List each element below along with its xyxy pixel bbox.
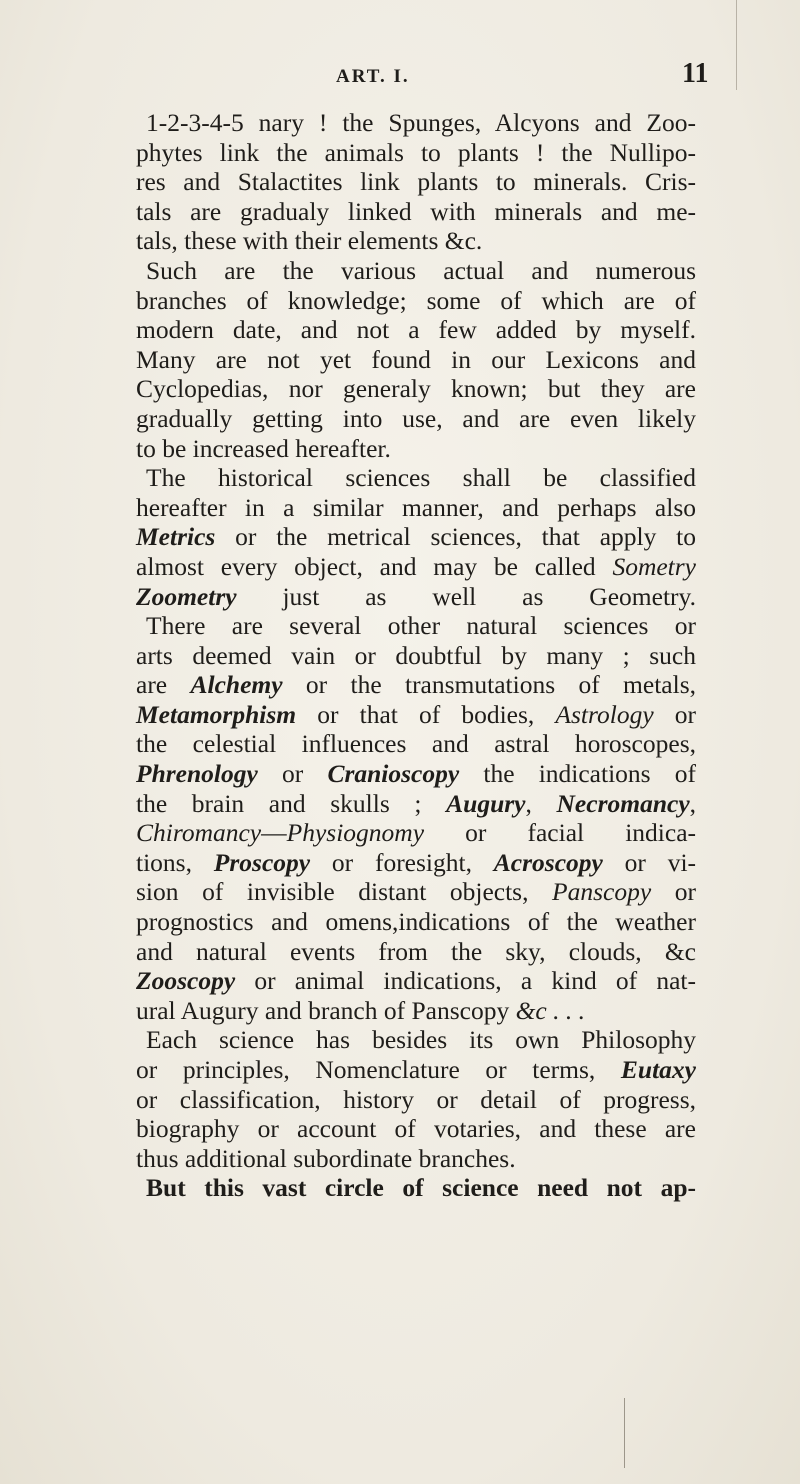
term-necromancy: Necromancy — [556, 788, 690, 818]
text-fragment: or principles, Nomenclature or terms, — [136, 1055, 596, 1084]
text-line: the celestial influences and astral horoscopes, — [136, 729, 696, 759]
term-physiognomy: Physiognomy — [286, 818, 425, 848]
text-line: arts deemed vain or doubtful by many ; such — [136, 640, 696, 670]
text-line: or classification, history or detail of progress, — [136, 1084, 696, 1114]
text-line: phytes link the animals to plants ! the Nullipo- — [136, 137, 696, 167]
text-line: tals are gradualy linked with minerals and me- — [136, 196, 696, 226]
term-chiromancy: Chiromancy — [136, 818, 262, 848]
text-line: 1-2-3-4-5 nary ! the Spunges, Alcyons and Zoo- — [146, 108, 696, 137]
term-proscopy: Proscopy — [213, 847, 311, 877]
text-fragment: sion of invisible distant objects, — [136, 877, 529, 907]
text-line: But this vast circle of science need not ap- — [146, 1173, 696, 1203]
text-fragment: almost every object, and may be called — [136, 551, 596, 581]
text-line: biography or account of votaries, and these are — [136, 1114, 696, 1144]
text-fragment: the brain and skulls ; — [136, 788, 422, 818]
text-fragment: or — [674, 699, 697, 729]
term-acroscopy: Acroscopy — [493, 847, 603, 877]
text-fragment: or foresight, — [331, 847, 472, 877]
text-fragment: tions, — [136, 847, 192, 877]
text-fragment: or animal indications, a kind of nat- — [254, 966, 696, 996]
text-line: branches of knowledge; some of which are of — [136, 285, 696, 315]
text-line: and natural events from the sky, clouds, &c — [136, 936, 696, 966]
text-line: res and Stalactites link plants to minerals. Cris- — [136, 167, 696, 197]
running-head — [0, 56, 800, 96]
text-fragment: or facial indica- — [465, 818, 696, 848]
punctuation: — — [261, 818, 287, 848]
text-fragment: or the transmutations of metals, — [305, 670, 696, 700]
text-line: There are several other natural sciences or — [146, 611, 696, 641]
term-zooscopy: Zooscopy — [136, 966, 236, 996]
text-line: Such are the various actual and numerous — [146, 255, 696, 285]
text-fragment: the metrical sciences, that apply to — [276, 522, 696, 552]
text-line — [136, 966, 696, 996]
text-line: Cyclopedias, nor generaly known; but they are — [136, 374, 696, 404]
term-sometry: Sometry — [612, 551, 696, 581]
term-augury: Augury — [446, 788, 526, 818]
text-line — [136, 848, 696, 878]
text-fragment: are — [136, 670, 168, 700]
text-fragment: or that of bodies, — [317, 699, 535, 729]
text-fragment: or — [674, 877, 697, 907]
term-cranioscopy: Cranioscopy — [327, 759, 460, 789]
text-line: gradually getting into use, and are even likely — [136, 403, 696, 433]
term-eutaxy: Eutaxy — [620, 1055, 696, 1084]
page-edge-mark — [624, 1398, 625, 1468]
text-line — [136, 552, 696, 582]
text-line: thus additional subordinate branches. — [136, 1143, 516, 1173]
text-line: prognostics and omens,indications of the weather — [136, 907, 696, 937]
term-alchemy: Alchemy — [190, 670, 283, 700]
text-line — [136, 700, 696, 730]
term-zoometry: Zoometry — [136, 581, 237, 611]
text-fragment: the indications of — [483, 759, 697, 789]
text-line: Metrics or the metrical sciences, that apply to — [136, 522, 696, 552]
text-line: hereafter in a similar manner, and perhaps also — [136, 492, 696, 522]
page-edge-mark — [736, 0, 737, 90]
etc-symbol: &c . . . — [515, 995, 585, 1025]
term-metamorphism: Metamorphism — [136, 699, 297, 729]
text-line — [136, 1055, 696, 1085]
term-panscopy: Panscopy — [552, 877, 652, 907]
text-line — [136, 877, 696, 907]
text-fragment: ural Augury and branch of Panscopy — [136, 995, 510, 1025]
punctuation: , — [525, 788, 557, 818]
text-fragment: or vi- — [624, 847, 697, 877]
text-line — [136, 818, 696, 848]
term-phrenology: Phrenology — [136, 759, 258, 789]
term-astrology: Astrology — [555, 699, 654, 729]
text-line: to be increased hereafter. — [136, 433, 391, 463]
page-number: 11 — [682, 58, 709, 89]
text-fragment: just as well as Geometry. — [282, 581, 696, 611]
text-line: The historical sciences shall be classified — [146, 463, 696, 493]
body-text — [136, 108, 696, 1203]
text-line: Phrenology or Cranioscopy the indications of — [136, 759, 697, 789]
text-line — [136, 996, 696, 1026]
text-line — [136, 670, 696, 700]
text-line: modern date, and not a few added by myself. — [136, 315, 696, 345]
text-line: Many are not yet found in our Lexicons and — [136, 344, 696, 374]
term-metrics: Metrics — [136, 522, 216, 552]
text-line: tals, these with their elements &c. — [136, 226, 483, 256]
text-line: the brain and skulls ; Augury, Necromancy, — [136, 788, 697, 818]
text-line — [136, 582, 696, 612]
section-label: ART. I. — [336, 66, 410, 87]
text-line: Each science has besides its own Philosophy — [146, 1025, 696, 1055]
